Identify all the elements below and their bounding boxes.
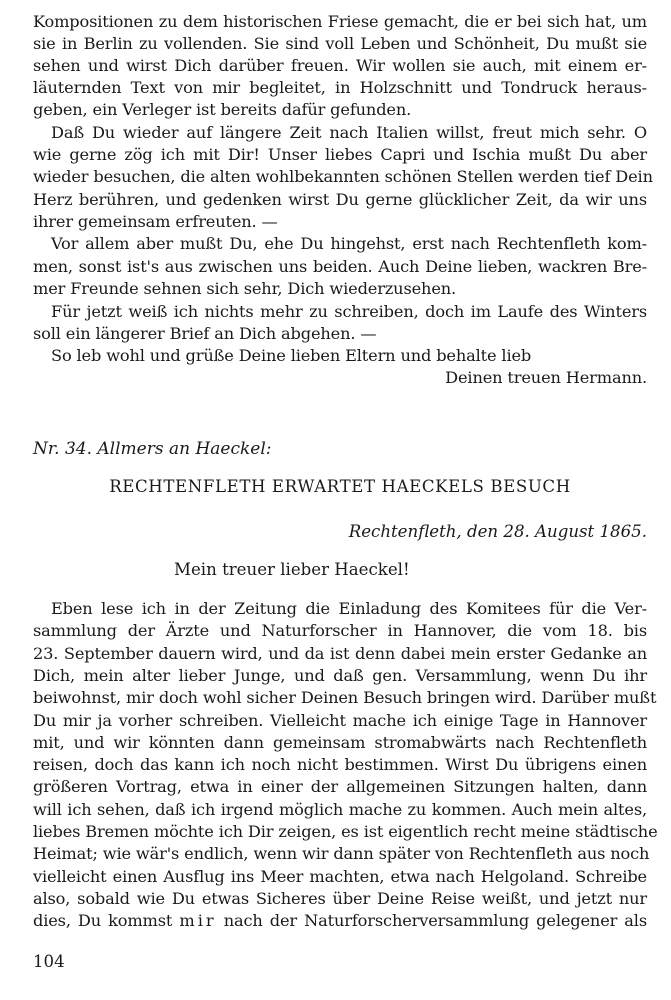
text-line: Herz berühren, und gedenken wirst Du gerne glücklicher Zeit, da wir uns	[33, 190, 647, 209]
page-number: 104	[33, 952, 65, 971]
text-line: läuternden Text von mir begleitet, in Holzschnitt und Tondruck heraus-	[33, 78, 647, 97]
text-line: Dich, mein alter lieber Junge, und daß gen. Versammlung, wenn Du ihr	[33, 666, 647, 685]
text-line: Du mir ja vorher schreiben. Vielleicht mache ich einige Tage in Hannover	[33, 711, 647, 730]
text-line: sammlung der Ärzte und Naturforscher in Hannover, die vom 18. bis	[33, 621, 647, 640]
text-line: men, sonst ist's aus zwischen uns beiden. Auch Deine lieben, wackren Bre-	[33, 257, 647, 276]
text-line: 23. September dauern wird, und da ist denn dabei mein erster Gedanke an	[33, 644, 647, 663]
text-line: will ich sehen, daß ich irgend möglich mache zu kommen. Auch mein altes,	[33, 800, 647, 819]
text-line: Daß Du wieder auf längere Zeit nach Italien willst, freut mich sehr. O	[51, 123, 647, 142]
text-line	[33, 910, 647, 932]
text-line: mer Freunde sehnen sich sehr, Dich wiederzusehen.	[33, 279, 457, 298]
text-line: ihrer gemeinsam erfreuten. —	[33, 212, 278, 231]
text-line: Für jetzt weiß ich nichts mehr zu schreiben, doch im Laufe des Winters	[51, 302, 647, 321]
text-line: Kompositionen zu dem historischen Friese gemacht, die er bei sich hat, um	[33, 12, 647, 31]
letter-number-heading: Nr. 34. Allmers an Haeckel:	[33, 439, 272, 459]
text-line: mit, und wir könnten dann gemeinsam stromabwärts nach Rechtenfleth	[33, 733, 647, 752]
text-line: So leb wohl und grüße Deine lieben Eltern und behalte lieb	[51, 346, 532, 365]
spaced-emphasis: mir	[179, 911, 217, 930]
letter-dateline: Rechtenfleth, den 28. August 1865.	[348, 522, 647, 541]
letter-title: RECHTENFLETH ERWARTET HAECKELS BESUCH	[109, 477, 571, 496]
text-line: sehen und wirst Dich darüber freuen. Wir wollen sie auch, mit einem er-	[33, 56, 647, 75]
text-line: Vor allem aber mußt Du, ehe Du hingehst, erst nach Rechtenfleth kom-	[51, 234, 647, 253]
text-line: Eben lese ich in der Zeitung die Einladung des Komitees für die Ver-	[51, 599, 647, 618]
text-line: soll ein längerer Brief an Dich abgehen. —	[33, 324, 377, 343]
text-line: größeren Vortrag, etwa in einer der allgemeinen Sitzungen halten, dann	[33, 777, 647, 796]
text-fragment: nach der Naturforscherversammlung gelegener als	[216, 911, 647, 930]
text-line: geben, ein Verleger ist bereits dafür gefunden.	[33, 100, 412, 119]
text-line: also, sobald wie Du etwas Sicheres über Deine Reise weißt, und jetzt nur	[33, 889, 647, 908]
book-page	[33, 0, 658, 1000]
text-line: wieder besuchen, die alten wohlbekannten schönen Stellen werden tief Dein	[33, 167, 653, 186]
text-line: reisen, doch das kann ich noch nicht bestimmen. Wirst Du übrigens einen	[33, 755, 647, 774]
text-line: liebes Bremen möchte ich Dir zeigen, es ist eigentlich recht meine städtische	[33, 822, 658, 841]
text-line: sie in Berlin zu vollenden. Sie sind voll Leben und Schönheit, Du mußt sie	[33, 34, 647, 53]
text-line: vielleicht einen Ausflug ins Meer machten, etwa nach Helgoland. Schreibe	[33, 867, 647, 886]
text-line: beiwohnst, mir doch wohl sicher Deinen Besuch bringen wird. Darüber mußt	[33, 688, 657, 707]
text-fragment: dies, Du kommst	[33, 911, 180, 930]
letter-salutation: Mein treuer lieber Haeckel!	[174, 560, 410, 579]
text-line: wie gerne zög ich mit Dir! Unser liebes Capri und Ischia mußt Du aber	[33, 145, 647, 164]
text-line: Heimat; wie wär's endlich, wenn wir dann später von Rechtenfleth aus noch	[33, 844, 650, 863]
letter-closing: Deinen treuen Hermann.	[445, 368, 647, 387]
